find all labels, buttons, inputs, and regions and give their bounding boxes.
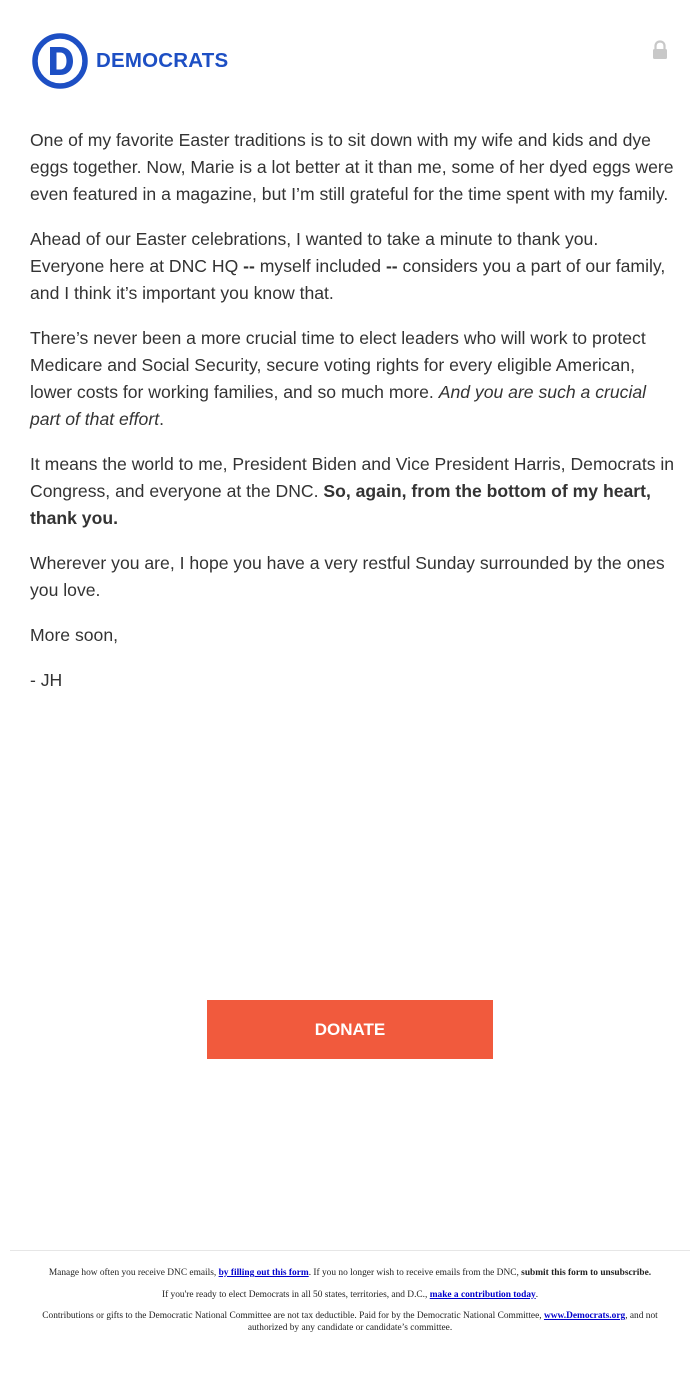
paragraph-2-dash-1: -- xyxy=(243,256,255,276)
paragraph-3 xyxy=(30,325,675,433)
paragraph-2-text-a: Ahead of our Easter celebrations, I wanted to take a minute to thank you. Everyone here at DNC HQ xyxy=(30,229,599,276)
footer-contribution-end: . xyxy=(535,1289,539,1300)
democrats-d-logo-icon xyxy=(32,33,88,89)
paragraph-5: Wherever you are, I hope you have a very restful Sunday surrounded by the ones you love. xyxy=(30,553,665,600)
paragraph-4 xyxy=(30,451,675,532)
footer-disclaimer-text: Contributions or gifts to the Democratic National Committee are not tax deductible. Paid for by the Democratic National Committee, xyxy=(42,1311,544,1321)
paragraph-3-text: There’s never been a more crucial time to elect leaders who will work to protect Medicare and Social Security, secure voting rights for every eligible American, lower costs for working families, and so much more. xyxy=(30,328,646,402)
contribution-link[interactable]: make a contribution today xyxy=(429,1289,536,1300)
footer-manage-line xyxy=(30,1268,670,1280)
footer-contribution-line xyxy=(30,1290,670,1302)
paragraph-4-text: It means the world to me, President Biden and Vice President Harris, Democrats in Congress, and everyone at the DNC. xyxy=(30,454,675,501)
lock-icon xyxy=(651,40,669,60)
footer-contribution-text: If you're ready to elect Democrats in all 50 states, territories, and D.C., xyxy=(161,1289,430,1300)
paragraph-2-text-b: myself included xyxy=(254,256,386,276)
footer-manage-text: Manage how often you receive DNC emails, xyxy=(48,1268,219,1278)
footer-divider xyxy=(10,1250,690,1251)
footer-disclaimer-line xyxy=(30,1311,670,1334)
democrats-logo[interactable] xyxy=(32,33,228,89)
footer-unsubscribe-text: . If you no longer wish to receive emails from the DNC, xyxy=(308,1268,522,1278)
paragraph-3-end: . xyxy=(159,409,164,429)
paragraph-2-dash-2: -- xyxy=(385,256,398,276)
paragraph-2 xyxy=(30,226,675,307)
signature: - JH xyxy=(30,670,63,690)
logo-wordmark: DEMOCRATS xyxy=(96,49,229,72)
unsubscribe-link[interactable]: submit this form to unsubscribe. xyxy=(521,1268,652,1278)
manage-emails-link[interactable]: by filling out this form xyxy=(218,1268,309,1278)
paragraph-4-bold: So, again, from the bottom of my heart, thank you. xyxy=(30,481,651,528)
paragraph-2-text-c: considers you a part of our family, and I think it’s important you know that. xyxy=(30,256,666,303)
email-body xyxy=(30,127,675,712)
paragraph-1: One of my favorite Easter traditions is to sit down with my wife and kids and dye eggs together. Now, Marie is a lot better at it than me, some of her dyed eggs were even featured in a magazine, but I’m still grateful for the time spent with my family. xyxy=(30,130,674,204)
paragraph-3-italic: And you are such a crucial part of that effort xyxy=(30,382,647,429)
democrats-org-link[interactable]: www.Democrats.org xyxy=(543,1311,626,1321)
email-footer xyxy=(30,1268,670,1344)
donate-button[interactable]: DONATE xyxy=(207,1000,493,1059)
email-header xyxy=(0,0,700,120)
closing-line: More soon, xyxy=(30,625,119,645)
donate-container xyxy=(207,1000,493,1059)
footer-disclaimer-end: , and not authorized by any candidate or candidate’s committee. xyxy=(247,1311,658,1333)
